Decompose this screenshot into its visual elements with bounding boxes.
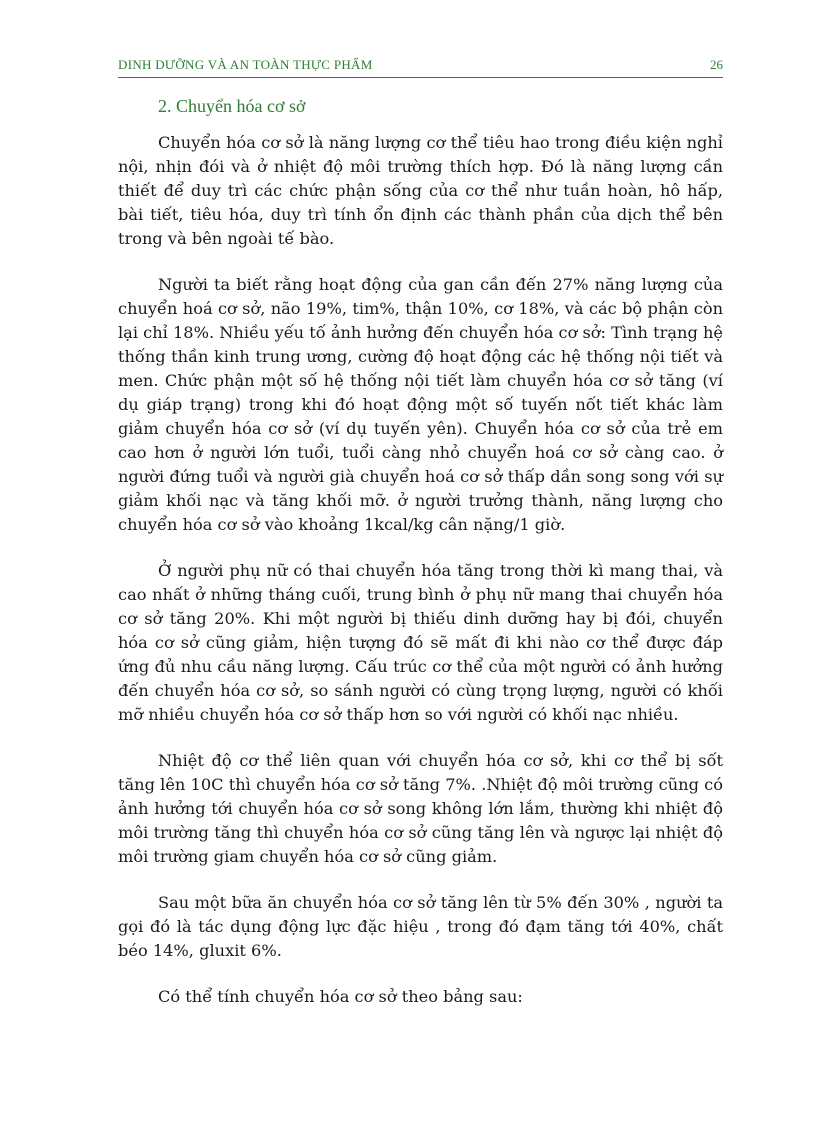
- page-header: [118, 57, 723, 78]
- header-title: DINH DƯỠNG VÀ AN TOÀN THỰC PHẨM: [118, 57, 373, 72]
- paragraph-temperature: Nhiệt độ cơ thể liên quan với chuyển hóa cơ sở, khi cơ thể bị sốt tăng lên 10C thì chuyển hóa cơ sở tăng 7%. .Nhiệt độ môi trường cũng có ảnh hưởng tới chuyển hóa cơ sở song không lớn lắm, thường khi nhiệt độ môi trường tăng thì chuyển hóa cơ sở cũng tăng lên và ngược lại nhiệt độ môi trường giam chuyển hóa cơ sở cũng giảm.: [118, 751, 723, 866]
- document-body: [118, 95, 723, 1031]
- paragraph-organ-energy: Người ta biết rằng hoạt động của gan cần đến 27% năng lượng của chuyển hoá cơ sở, não 19%, tim%, thận 10%, cơ 18%, và các bộ phận còn lại chỉ 18%. Nhiều yếu tố ảnh hưởng đến chuyển hóa cơ sở: Tình trạng hệ thống thần kinh trung ương, cường độ hoạt động các hệ thống nội tiết và men. Chức phận một số hệ thống nội tiết làm chuyển hóa cơ sở tăng (ví dụ giáp trạng) trong khi đó hoạt động một số tuyến nốt tiết khác làm giảm chuyển hóa cơ sở (ví dụ tuyến yên). Chuyển hóa cơ sở của trẻ em cao hơn ở người lớn tuổi, tuổi càng nhỏ chuyển hoá cơ sở càng cao. ở người đứng tuổi và người già chuyển hoá cơ sở thấp dần song song với sự giảm khối nạc và tăng khối mỡ. ở người trưởng thành, năng lượng cho chuyển hóa cơ sở vào khoảng 1kcal/kg cân nặng/1 giờ.: [118, 275, 723, 534]
- page-number: 26: [710, 57, 723, 72]
- paragraph-after-meal: Sau một bữa ăn chuyển hóa cơ sở tăng lên từ 5% đến 30% , người ta gọi đó là tác dụng động lực đặc hiệu , trong đó đạm tăng tới 40%, chất béo 14%, gluxit 6%.: [118, 893, 723, 960]
- paragraph-definition: Chuyển hóa cơ sở là năng lượng cơ thể tiêu hao trong điều kiện nghỉ nội, nhịn đói và ở nhiệt độ môi trường thích hợp. Đó là năng lượng cần thiết để duy trì các chức phận sống của cơ thể như tuần hoàn, hô hấp, bài tiết, tiêu hóa, duy trì tính ổn định các thành phần của dịch thể bên trong và bên ngoài tế bào.: [118, 133, 723, 248]
- section-heading: 2. Chuyển hóa cơ sở: [158, 96, 306, 116]
- paragraph-pregnancy: Ở người phụ nữ có thai chuyển hóa tăng trong thời kì mang thai, và cao nhất ở những tháng cuối, trung bình ở phụ nữ mang thai chuyển hóa cơ sở tăng 20%. Khi một người bị thiếu dinh dưỡng hay bị đói, chuyển hóa cơ sở cũng giảm, hiện tượng đó sẽ mất đi khi nào cơ thể được đáp ứng đủ nhu cầu năng lượng. Cấu trúc cơ thể của một người có ảnh hưởng đến chuyển hóa cơ sở, so sánh người có cùng trọng lượng, người có khối mỡ nhiều chuyển hóa cơ sở thấp hơn so với người có khối nạc nhiều.: [118, 561, 723, 724]
- paragraph-table-intro: Có thể tính chuyển hóa cơ sở theo bảng sau:: [158, 987, 523, 1006]
